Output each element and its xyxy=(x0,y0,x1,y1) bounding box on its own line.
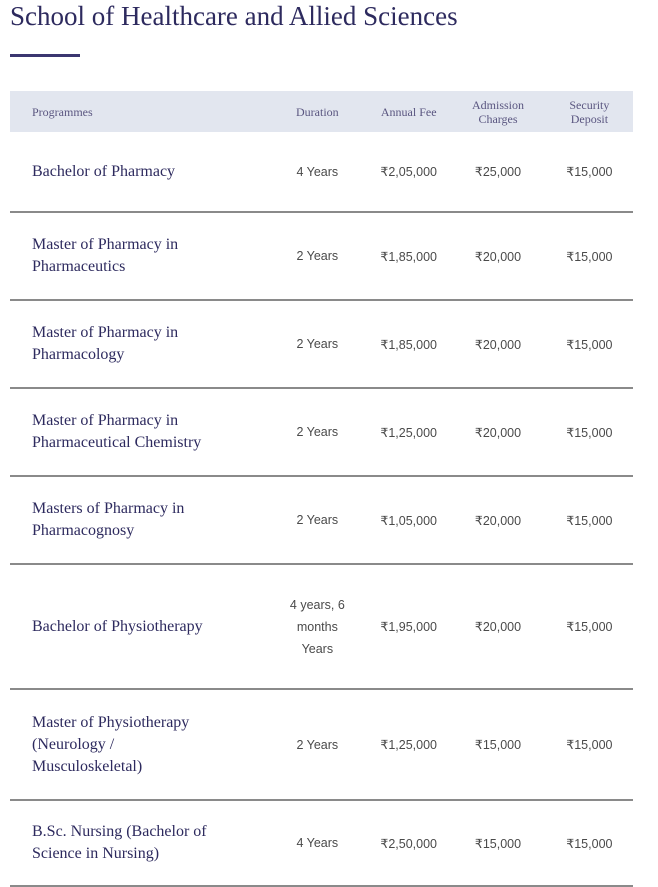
title-underline xyxy=(10,54,80,57)
header-deposit-line1: Security xyxy=(569,97,610,112)
security-deposit-value: ₹15,000 xyxy=(546,388,633,476)
duration-value: 2 Years xyxy=(268,689,368,800)
header-annual-fee: Annual Fee xyxy=(380,104,437,119)
header-admission-line1: Admission xyxy=(471,97,524,112)
duration-value: 4 Years xyxy=(268,132,368,212)
annual-fee-value: ₹1,05,000 xyxy=(367,476,450,564)
header-admission-line2: Charges xyxy=(478,111,518,126)
admission-charges-value: ₹15,000 xyxy=(450,800,546,886)
programme-name: Bachelor of Physiotherapy xyxy=(10,564,268,689)
security-deposit-value: ₹15,000 xyxy=(546,212,633,300)
admission-charges-value: ₹25,000 xyxy=(450,132,546,212)
programme-name: B.Sc. Nursing (Bachelor of Science in Nursing) xyxy=(10,800,268,886)
header-admission-charges xyxy=(450,91,546,132)
duration-value: 4 years, 6 months Years xyxy=(268,564,368,689)
table-row xyxy=(10,300,633,388)
security-deposit-value: ₹15,000 xyxy=(546,800,633,886)
duration-value: 4 Years xyxy=(268,800,368,886)
annual-fee-value: ₹1,25,000 xyxy=(367,388,450,476)
annual-fee-value: ₹1,85,000 xyxy=(367,212,450,300)
table-row xyxy=(10,476,633,564)
header-security-deposit xyxy=(546,91,633,132)
table-row xyxy=(10,800,633,886)
header-deposit-line2: Deposit xyxy=(570,111,609,126)
table-row xyxy=(10,689,633,800)
security-deposit-value: ₹15,000 xyxy=(546,300,633,388)
programme-name: Masters of Pharmacy in Pharmacognosy xyxy=(10,476,268,564)
duration-value: 2 Years xyxy=(268,388,368,476)
annual-fee-value: ₹1,25,000 xyxy=(367,689,450,800)
page-title: School of Healthcare and Allied Sciences xyxy=(10,1,458,31)
programme-name: Master of Pharmacy in Pharmacology xyxy=(10,300,268,388)
annual-fee-value: ₹2,05,000 xyxy=(367,132,450,212)
security-deposit-value: ₹15,000 xyxy=(546,476,633,564)
admission-charges-value: ₹20,000 xyxy=(450,212,546,300)
table-header-row xyxy=(10,91,633,132)
admission-charges-value: ₹20,000 xyxy=(450,564,546,689)
programme-name: Master of Pharmacy in Pharmaceutical Chemistry xyxy=(10,388,268,476)
annual-fee-value: ₹2,50,000 xyxy=(367,800,450,886)
admission-charges-value: ₹15,000 xyxy=(450,689,546,800)
annual-fee-value: ₹1,95,000 xyxy=(367,564,450,689)
admission-charges-value: ₹20,000 xyxy=(450,476,546,564)
duration-value: 2 Years xyxy=(268,212,368,300)
header-programmes: Programmes xyxy=(32,104,93,119)
programme-name: Bachelor of Pharmacy xyxy=(10,132,268,212)
programme-name: Master of Pharmacy in Pharmaceutics xyxy=(10,212,268,300)
security-deposit-value: ₹15,000 xyxy=(546,689,633,800)
programme-name: Master of Physiotherapy (Neurology / Musculoskeletal) xyxy=(10,689,268,800)
table-row xyxy=(10,388,633,476)
duration-value: 2 Years xyxy=(268,476,368,564)
header-duration: Duration xyxy=(296,104,339,119)
fee-table xyxy=(10,91,633,887)
security-deposit-value: ₹15,000 xyxy=(546,132,633,212)
table-row xyxy=(10,212,633,300)
duration-value: 2 Years xyxy=(268,300,368,388)
table-row xyxy=(10,564,633,689)
admission-charges-value: ₹20,000 xyxy=(450,300,546,388)
security-deposit-value: ₹15,000 xyxy=(546,564,633,689)
table-row xyxy=(10,132,633,212)
admission-charges-value: ₹20,000 xyxy=(450,388,546,476)
annual-fee-value: ₹1,85,000 xyxy=(367,300,450,388)
